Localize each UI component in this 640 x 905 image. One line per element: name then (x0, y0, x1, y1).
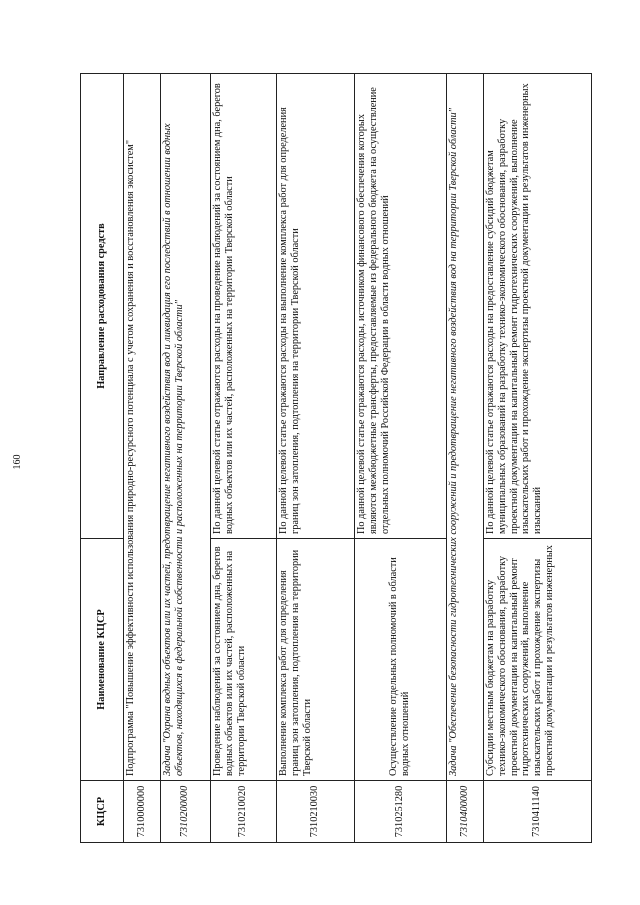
row-code: 7310200000 (160, 781, 210, 843)
header-code: КЦСР (81, 781, 124, 843)
rotated-table-container (80, 73, 592, 843)
table-header-row (81, 74, 124, 843)
table-row (446, 74, 483, 843)
table-row (160, 74, 210, 843)
table-row (276, 74, 354, 843)
header-name: Наименование КЦСР (81, 539, 124, 781)
row-code: 7310000000 (124, 781, 161, 843)
table-row (210, 74, 276, 843)
row-code: 7310210020 (210, 781, 276, 843)
row-code: 7310400000 (446, 781, 483, 843)
page-number: 160 (12, 454, 23, 470)
row-name: Проведение наблюдений за состоянием дна, берегов водных объектов или их частей, расположенных на территории Тверской области (210, 539, 276, 781)
row-name: Осуществление отдельных полномочий в области водных отношений (354, 539, 446, 781)
row-code: 7310251280 (354, 781, 446, 843)
row-name: Субсидии местным бюджетам на разработку технико-экономического обоснования, разработку проектной документации на капитальный ремонт гидротехнических сооружений, выполнение изыскательских работ и прохождение экспертизы проектной документации и результатов инженерных (483, 539, 591, 781)
table-row (483, 74, 591, 843)
row-span-text: Задача "Охрана водных объектов или их частей, предотвращение негативного воздействия вод и ликвидация его последствий в отношении водных объектов, находящихся в федеральной собственности и расположенных на территории Тверской области" (160, 74, 210, 781)
table-row (354, 74, 446, 843)
budget-classification-table (80, 73, 592, 843)
row-code: 7310411140 (483, 781, 591, 843)
row-span-text: Подпрограмма "Повышение эффективности использования природно-ресурсного потенциала с учетом сохранения и восстановления экосистем" (124, 74, 161, 781)
row-code: 7310210030 (276, 781, 354, 843)
row-direction: По данной целевой статье отражаются расходы на проведение наблюдений за состоянием дна, берегов водных объектов или их частей, расположенных на территории Тверской области (210, 74, 276, 539)
rotated-table-area (80, 73, 592, 843)
row-direction: По данной целевой статье отражаются расходы на выполнение комплекса работ для определения границ зон затопления, подтопления на территории Тверской области (276, 74, 354, 539)
table-row (124, 74, 161, 843)
row-direction: По данной целевой статье отражаются расходы, источником финансового обеспечения которых являются межбюджетные трансферты, предоставляемые из федерального бюджета на осуществление отдельных полномочий Российской Федерации в области водных отношений (354, 74, 446, 539)
row-name: Выполнение комплекса работ для определения границ зон затопления, подтопления на территории Тверской области (276, 539, 354, 781)
row-span-text: Задача "Обеспечение безопасности гидротехнических сооружений и предотвращение негативного воздействия вод на территории Тверской области" (446, 74, 483, 781)
row-direction: По данной целевой статье отражаются расходы на предоставление субсидий бюджетам муниципальных образований на разработку технико-экономического обоснования, разработку проектной документации на капитальный ремонт гидротехнических сооружений, выполнение изыскательских работ и прохождение экспертизы проектной документации и результатов инженерных изысканий (483, 74, 591, 539)
header-direction: Направление расходования средств (81, 74, 124, 539)
